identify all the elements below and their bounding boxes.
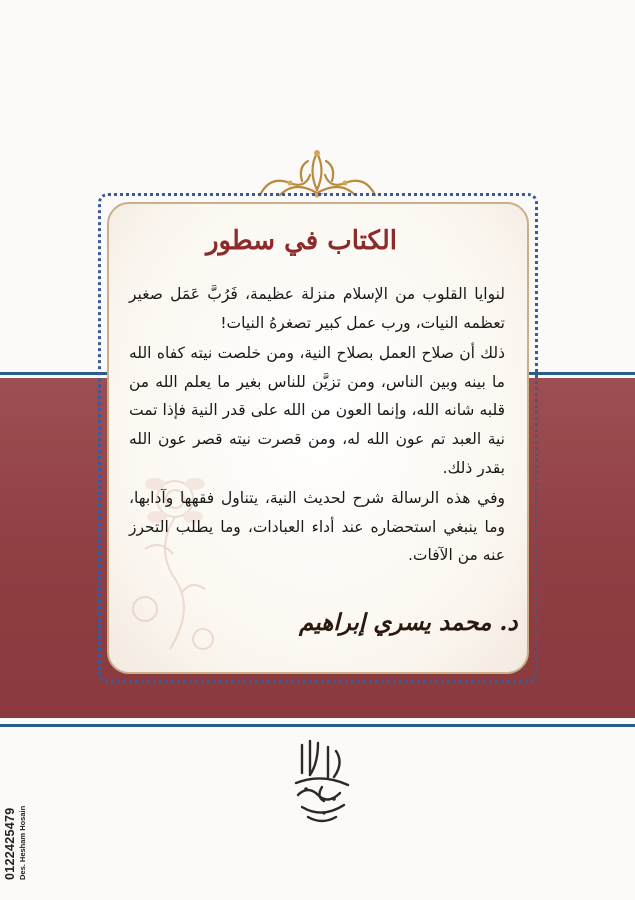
designer-credit: Des. Hesham Hosain xyxy=(18,805,27,880)
band-bottom-line xyxy=(0,724,635,727)
paragraph-1: لنوايا القلوب من الإسلام منزلة عظيمة، فَرُبَّ عَمَل صغير تعظمه النيات، ورب عمل كبير تصغرهُ النيات! xyxy=(129,285,505,332)
text-frame xyxy=(98,193,538,683)
spine-credits xyxy=(3,760,33,880)
paragraph-2: ذلك أن صلاح العمل بصلاح النية، ومن خلصت نيته كفاه الله ما بينه وبين الناس، ومن تزيَّن للناس بغير ما يعلم الله من قلبه شانه الله، وإنما العون من الله على قدر النية فإذا تمت نية العبد تم عون الله له، ومن قصرت نيته قصر عون الله بقدر ذلك. xyxy=(129,344,505,477)
author-signature: د. محمد يسري إبراهيم xyxy=(299,609,518,636)
paragraph-3: وفي هذه الرسالة شرح لحديث النية، يتناول فقهها وآدابها، وما ينبغي استحضاره عند أداء العبادات، وما يطلب التحرز عنه من الآفات. xyxy=(129,489,505,565)
floral-ornament-icon xyxy=(250,145,385,200)
box-heading: الكتاب في سطور xyxy=(205,226,397,256)
isbn-text: 0122425479 xyxy=(3,807,17,880)
publisher-calligraphy-logo-icon xyxy=(288,733,356,825)
text-frame-inner xyxy=(107,202,529,674)
body-text xyxy=(129,280,505,572)
